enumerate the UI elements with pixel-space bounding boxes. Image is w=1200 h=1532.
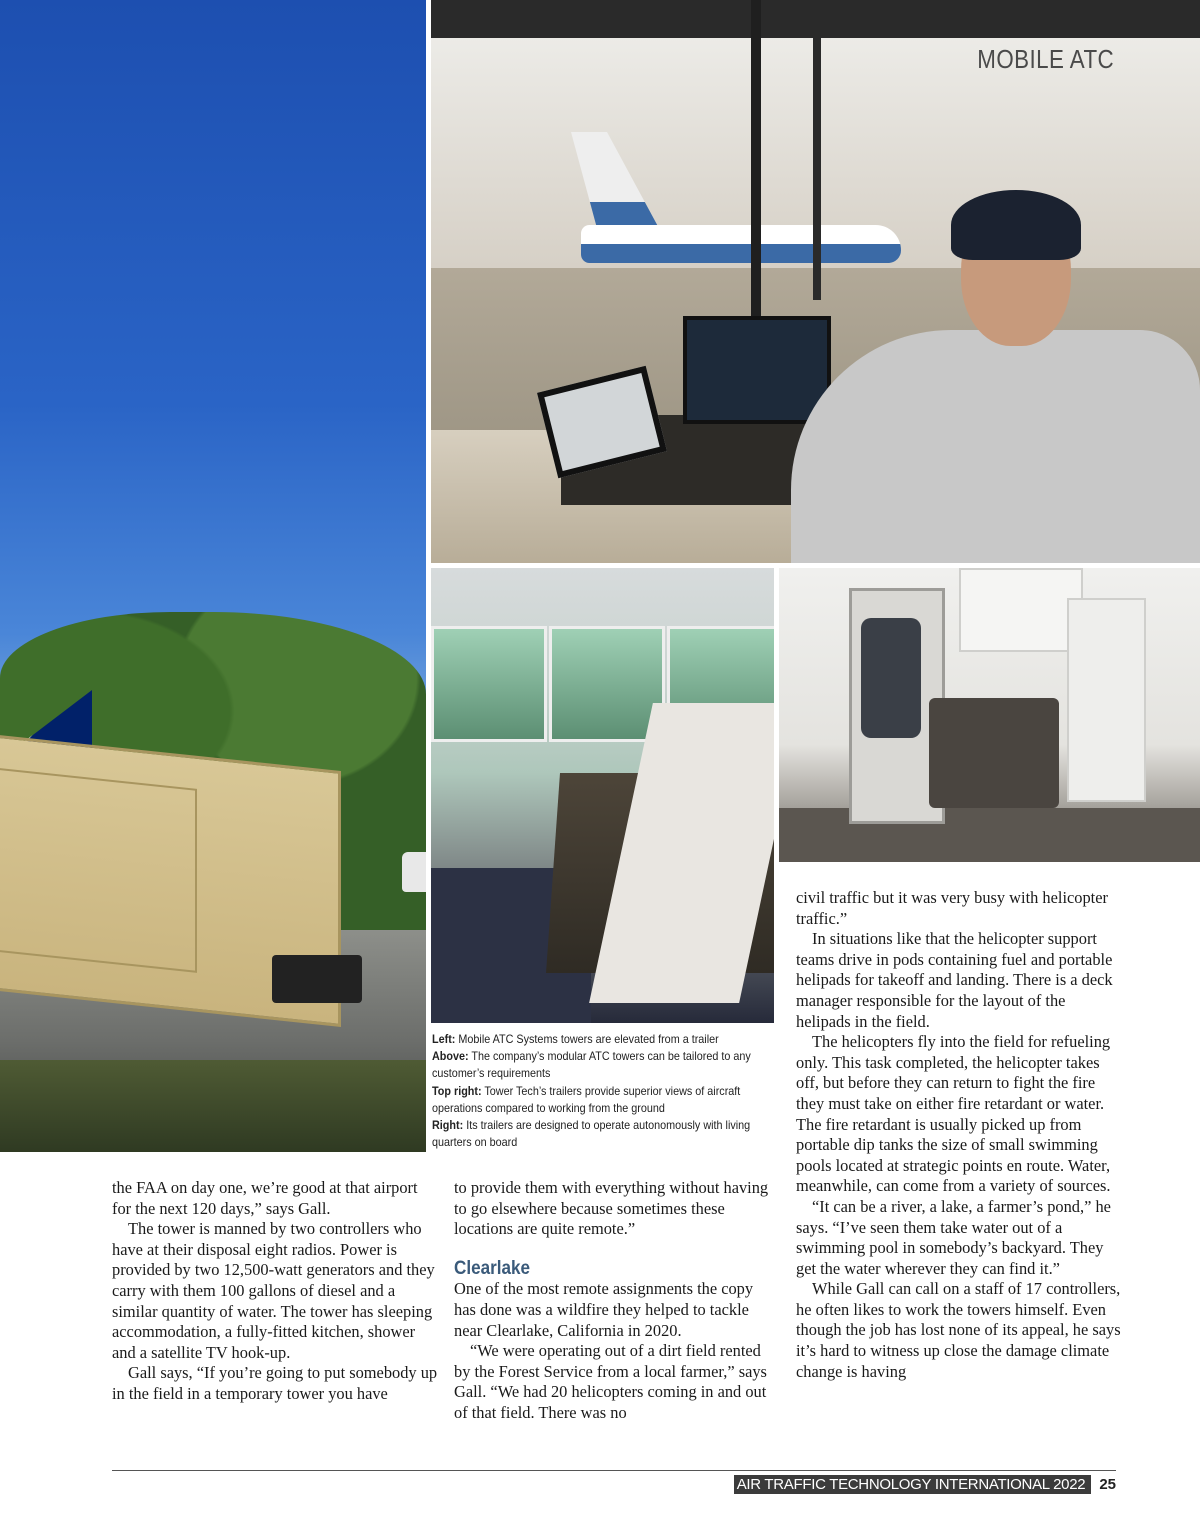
footer-rule	[112, 1470, 1116, 1471]
magazine-title: AIR TRAFFIC TECHNOLOGY INTERNATIONAL 2022	[734, 1475, 1092, 1494]
paragraph: “We were operating out of a dirt field rented by the Forest Service from a local farmer,” says Gall. “We had 20 helicopters coming in and out of that field. There was no	[454, 1341, 767, 1422]
paragraph: In situations like that the helicopter support teams drive in pods containing fuel and portable helipads for takeoff and landing. There is a deck manager responsible for the layout of the helipads in the field.	[796, 929, 1113, 1031]
photo-living-quarters	[779, 568, 1200, 862]
caption-above	[432, 1048, 770, 1082]
article-column-1	[112, 1178, 438, 1405]
subheading: Clearlake	[454, 1257, 531, 1279]
paragraph: civil traffic but it was very busy with helicopter traffic.”	[796, 888, 1108, 928]
laptop	[683, 316, 831, 424]
paragraph: the FAA on day one, we’re good at that airport for the next 120 days,” says Gall.	[112, 1178, 418, 1218]
caption-label: Above:	[432, 1049, 469, 1064]
paragraph: Gall says, “If you’re going to put somebody up in the field in a temporary tower you have	[112, 1363, 438, 1403]
paragraph: The tower is manned by two controllers who have at their disposal eight radios. Power is provided by two 12,500-watt generators and they carry with them 100 gallons of diesel and a similar quantity of water. The tower has sleeping accommodation, a fully-fitted kitchen, shower and a satellite TV hook-up.	[112, 1219, 435, 1362]
caption-label: Top right:	[432, 1083, 482, 1098]
caption-label: Right:	[432, 1118, 464, 1133]
page-number: 25	[1099, 1475, 1116, 1493]
page-footer	[734, 1474, 1116, 1494]
grass	[0, 1060, 426, 1152]
caption-left	[432, 1031, 770, 1048]
caption-top-right	[432, 1083, 770, 1117]
overhead-cabinet	[959, 568, 1083, 652]
photo-controller-in-tower	[431, 0, 1200, 563]
trailer-panel	[0, 767, 197, 972]
baseball-cap	[951, 190, 1081, 260]
article-column-3	[796, 888, 1122, 1382]
paragraph: While Gall can call on a staff of 17 controllers, he often likes to work the towers himself. Even though the job has lost none of its appeal, he says it’s hard to witness up close the damage climate change is having	[796, 1279, 1121, 1381]
caption-right	[432, 1117, 770, 1151]
photo-tower-interior	[431, 568, 774, 1023]
paragraph: The helicopters fly into the field for refueling only. This task completed, the helicopter takes off, but before they can return to fight the fire they must take on either fire retardant or water. The fire retardant is usually picked up from portable dip tanks the size of small swimming pools located at strategic points en route. Water, meanwhile, can come from a variety of sources.	[796, 1032, 1111, 1196]
window-frame-post	[813, 0, 821, 300]
caption-text: The company’s modular ATC towers can be tailored to any customer’s requirements	[432, 1049, 751, 1081]
sofa	[929, 698, 1059, 808]
trailer-hitch	[272, 955, 362, 1003]
photo-captions	[432, 1031, 751, 1151]
caption-label: Left:	[432, 1032, 456, 1046]
door-window	[861, 618, 921, 738]
window-frame-post	[751, 0, 761, 330]
interior-door	[1067, 598, 1146, 802]
photo-trailer-tower	[0, 0, 426, 1152]
paragraph: One of the most remote assignments the copy has done was a wildfire they helped to tackle near Clearlake, California in 2020.	[454, 1279, 754, 1340]
aircraft-fuselage	[581, 225, 901, 263]
article-column-2	[454, 1178, 778, 1424]
paragraph: “It can be a river, a lake, a farmer’s pond,” he says. “I’ve seen them take water out of a swimming pool in somebody’s backyard. They get the water wherever they can find it.”	[796, 1196, 1111, 1278]
controller-torso	[791, 330, 1200, 563]
tower-window	[431, 626, 547, 742]
paragraph: to provide them with everything without having to go elsewhere because sometimes these locations are quite remote.”	[454, 1178, 769, 1239]
section-tag: MOBILE ATC	[977, 44, 1114, 74]
floor	[779, 808, 1200, 862]
caption-text: Tower Tech’s trailers provide superior views of aircraft operations compared to working from the ground	[432, 1083, 741, 1115]
caption-text: Mobile ATC Systems towers are elevated from a trailer	[458, 1032, 719, 1046]
parked-car	[402, 852, 426, 892]
caption-text: Its trailers are designed to operate autonomously with living quarters on board	[432, 1118, 751, 1150]
